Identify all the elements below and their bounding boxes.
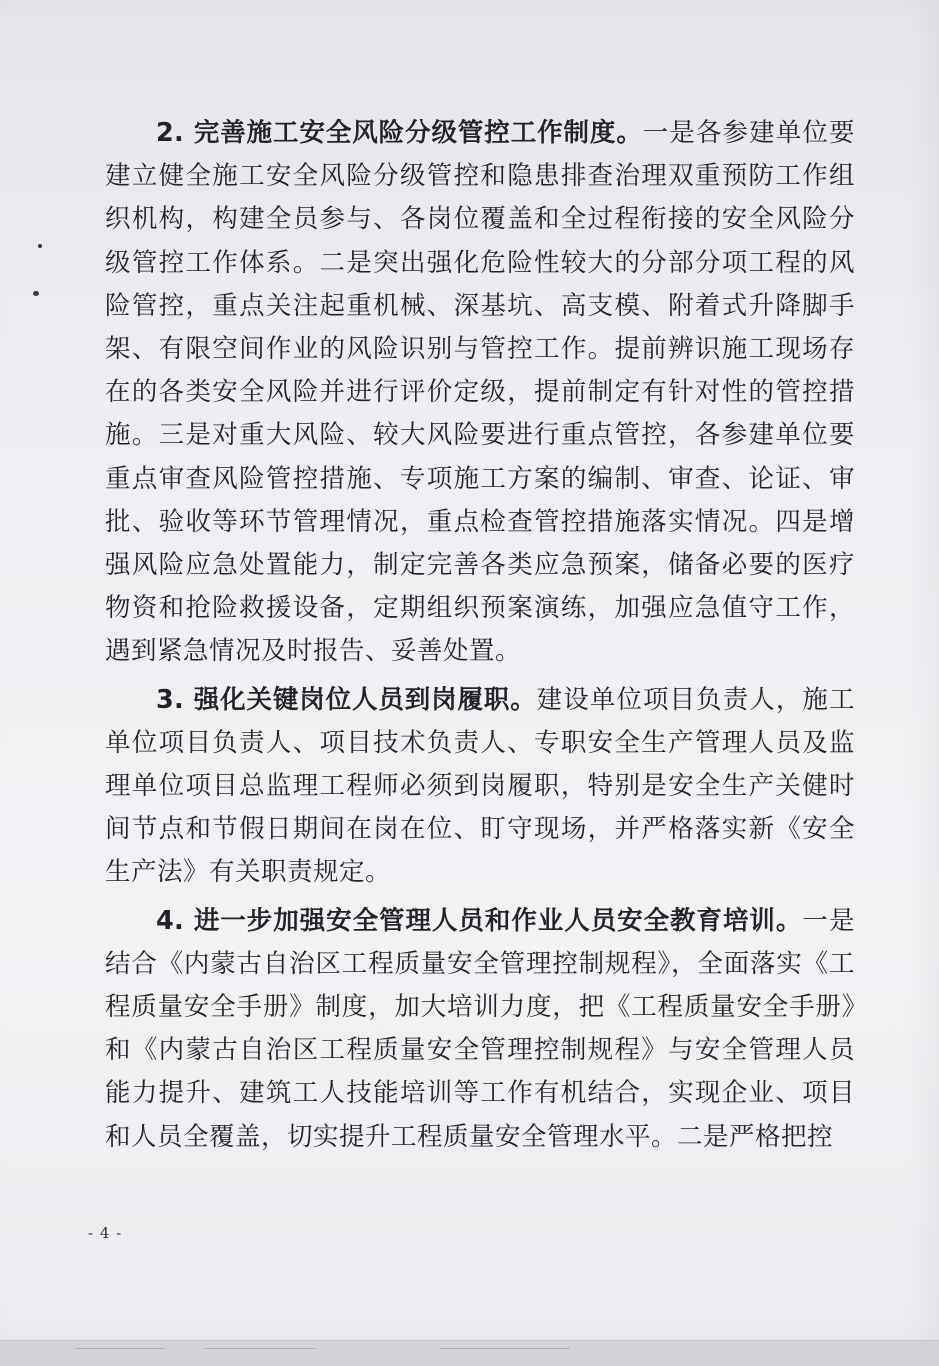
bleed-through-mark: [440, 1348, 570, 1363]
ink-speck: [38, 244, 42, 248]
paragraph-heading: 2. 完善施工安全风险分级管控工作制度。: [156, 118, 643, 148]
paragraph-text: 一是结合《内蒙古自治区工程质量安全管理控制规程》，全面落实《工程质量安全手册》制度，加大培训力度，把《工程质量安全手册》和《内蒙古自治区工程质量安全管理控制规程》与安全管理人员能力提升、建筑工人技能培训等工作有机结合，实现企业、项目和人员全覆盖，切实提升工程质量安全管理水平。二是严格把控: [105, 905, 855, 1152]
paragraph-key-personnel: [105, 679, 855, 895]
bleed-through-mark: [205, 1348, 315, 1363]
bleed-through-mark: [75, 1348, 165, 1363]
ink-speck: [33, 291, 39, 296]
page-number: - 4 -: [88, 1224, 123, 1242]
paragraph-safety-training: [105, 900, 855, 1159]
paragraph-heading: 4. 进一步加强安全管理人员和作业人员安全教育培训。: [156, 905, 803, 936]
paragraph-risk-control: [105, 112, 855, 674]
paragraph-text: 建设单位项目负责人，施工单位项目负责人、项目技术负责人、专职安全生产管理人员及监理单位项目总监理工程师必须到岗履职，特别是安全生产关健时间节点和节假日期间在岗在位、盯守现场，并严格落实新《安全生产法》有关职责规定。: [105, 684, 855, 888]
paragraph-text: 一是各参建单位要建立健全施工安全风险分级管控和隐患排查治理双重预防工作组织机构，构建全员参与、各岗位覆盖和全过程衔接的安全风险分级管控工作体系。二是突出强化危险性较大的分部分项工程的风险管控，重点关注起重机械、深基坑、高支模、附着式升降脚手架、有限空间作业的风险识别与管控工作。提前辨识施工现场存在的各类安全风险并进行评价定级，提前制定有针对性的管控措施。三是对重大风险、较大风险要进行重点管控，各参建单位要重点审查风险管控措施、专项施工方案的编制、审查、论证、审批、验收等环节管理情况，重点检查管控措施落实情况。四是增强风险应急处置能力，制定完善各类应急预案，储备必要的医疗物资和抢险救援设备，定期组织预案演练，加强应急值守工作，遇到紧急情况及时报告、妥善处置。: [105, 118, 855, 667]
paragraph-heading: 3. 强化关键岗位人员到岗履职。: [156, 684, 537, 715]
document-body: [105, 112, 855, 1159]
